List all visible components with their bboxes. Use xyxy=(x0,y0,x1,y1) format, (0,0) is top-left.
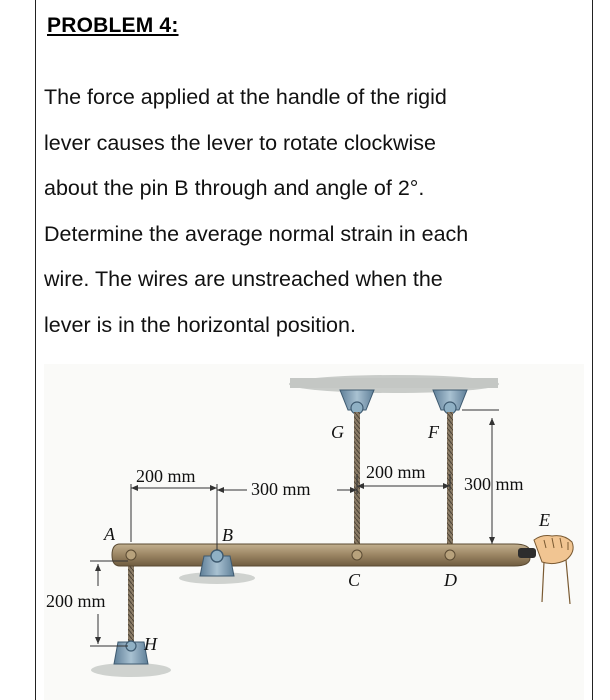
point-label-h: H xyxy=(144,634,157,654)
point-label-b: B xyxy=(222,525,233,545)
dim-label-bc: 300 mm xyxy=(251,479,311,499)
pin-d xyxy=(445,550,455,560)
pin-c xyxy=(352,550,362,560)
point-label-g: G xyxy=(331,422,344,442)
dim-label-ab: 200 mm xyxy=(136,466,196,486)
pin-a xyxy=(126,550,136,560)
dim-label-wire-left: 200 mm xyxy=(46,591,106,611)
statement-line: wire. The wires are unstreached when the xyxy=(44,267,443,291)
ceiling-slab xyxy=(290,378,498,388)
lever-figure xyxy=(44,364,584,700)
point-label-e: E xyxy=(539,510,550,530)
problem-heading: PROBLEM 4: xyxy=(47,14,179,37)
statement-line: The force applied at the handle of the rigid xyxy=(44,85,447,109)
rigid-lever xyxy=(112,544,530,566)
point-label-f: F xyxy=(428,422,439,442)
statement-line: about the pin B through and angle of 2°. xyxy=(44,176,425,200)
point-label-c: C xyxy=(348,570,361,590)
problem-statement xyxy=(44,75,584,348)
statement-line: Determine the average normal strain in each xyxy=(44,221,469,246)
dim-label-wire-right: 300 mm xyxy=(464,474,524,494)
wire-ah xyxy=(128,556,134,646)
point-label-a: A xyxy=(104,524,115,544)
point-label-d: D xyxy=(444,570,457,590)
statement-line: lever causes the lever to rotate clockwise xyxy=(44,130,436,155)
statement-line: lever is in the horizontal position. xyxy=(44,312,356,337)
dim-label-cd: 200 mm xyxy=(366,462,426,482)
handle xyxy=(518,548,536,558)
